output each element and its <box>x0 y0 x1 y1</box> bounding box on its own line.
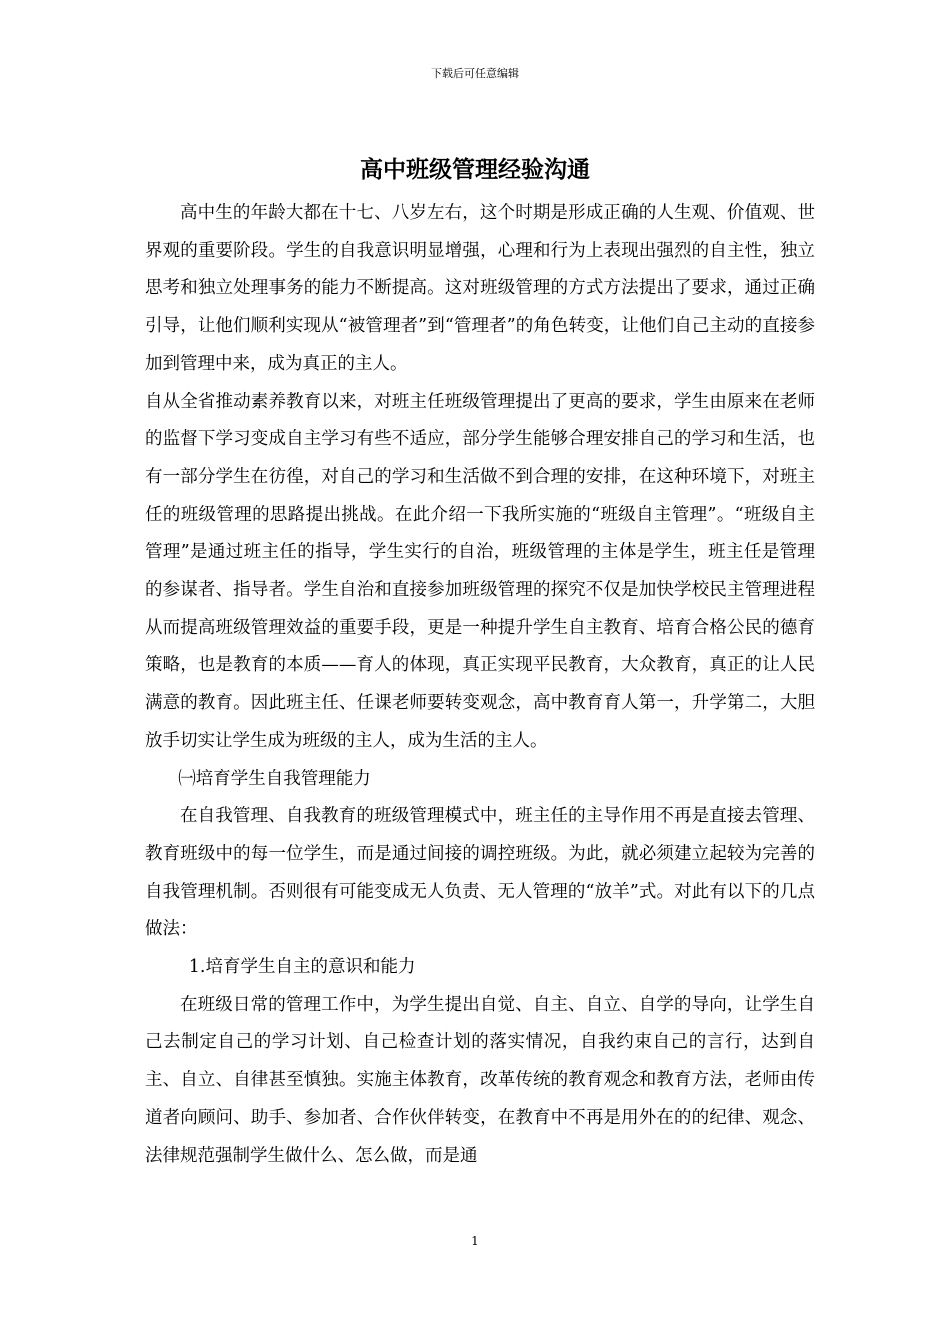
document-body <box>145 195 815 1175</box>
section-heading-self-management: ㈠培育学生自我管理能力 <box>178 768 371 789</box>
header-note: 下载后可任意编辑 <box>431 67 519 80</box>
paragraph-province-reform: 自从全省推动素养教育以来，对班主任班级管理提出了更高的要求，学生由原来在老师的监督下学习变成自主学习有些不适应，部分学生能够合理安排自己的学习和生活，也有一部分学生在彷徨，对自己的学习和生活做不到合理的安排，在这种环境下，对班主任的班级管理的思路提出挑战。在此介绍一下我所实施的“班级自主管理”。“班级自主管理”是通过班主任的指导，学生实行的自治，班级管理的主体是学生，班主任是管理的参谋者、指导者。学生自治和直接参加班级管理的探究不仅是加快学校民主管理进程从而提高班级管理效益的重要手段，更是一种提升学生自主教育、培育合格公民的德育策略，也是教育的本质——育人的体现，真正实现平民教育，大众教育，真正的让人民满意的教育。因此班主任、任课老师要转变观念，高中教育育人第一，升学第二，大胆放手切实让学生成为班级的主人，成为生活的主人。 <box>145 391 815 751</box>
paragraph-self-management: 在自我管理、自我教育的班级管理模式中，班主任的主导作用不再是直接去管理、教育班级中的每一位学生，而是通过间接的调控班级。为此，就必须建立起较为完善的自我管理机制。否则很有可能变成无人负责、无人管理的“放羊”式。对此有以下的几点做法： <box>145 806 815 940</box>
paragraph-intro: 高中生的年龄大都在十七、八岁左右，这个时期是形成正确的人生观、价值观、世界观的重要阶段。学生的自我意识明显增强，心理和行为上表现出强烈的自主性，独立思考和独立处理事务的能力不断提高。这对班级管理的方式方法提出了要求，通过正确引导，让他们顺利实现从“被管理者”到“管理者”的角色转变，让他们自己主动的直接参加到管理中来，成为真正的主人。 <box>145 203 815 374</box>
paragraph-autonomy: 在班级日常的管理工作中，为学生提出自觉、自主、自立、自学的导向，让学生自己去制定自己的学习计划、自己检查计划的落实情况，自我约束自己的言行，达到自主、自立、自律甚至慎独。实施主体教育，改革传统的教育观念和教育方法，老师由传道者向顾问、助手、参加者、合作伙伴转变，在教育中不再是用外在的的纪律、观念、法律规范强制学生做什么、怎么做，而是通 <box>145 994 815 1166</box>
page-number: 1 <box>471 1234 479 1248</box>
subsection-heading-autonomy: 1.培育学生自主的意识和能力 <box>188 957 416 978</box>
document-title: 高中班级管理经验沟通 <box>360 156 590 183</box>
